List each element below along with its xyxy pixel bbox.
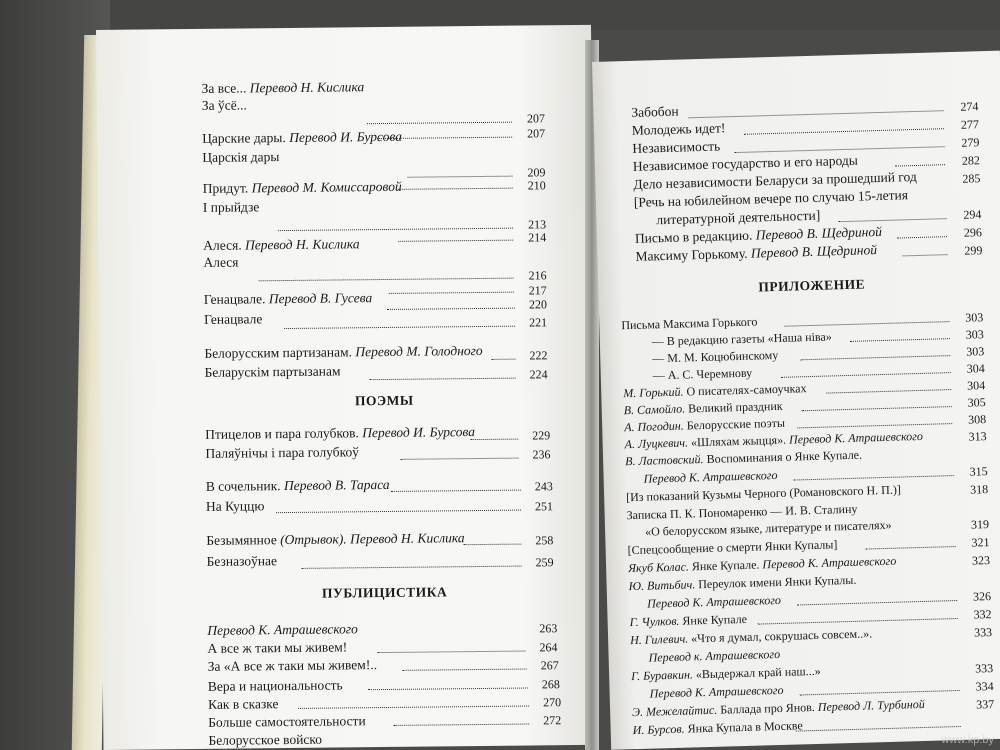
page-number: 282 [961, 153, 981, 168]
toc-entry: Независимое государство и его народы [632, 152, 859, 174]
toc-entry: Н. Гилевич. «Что я думал, сокрушась совсем..». [629, 626, 873, 648]
toc-entry: Придут. Перевод М. Комиссаровой [202, 178, 402, 196]
toc-entry: М. Горький. О писателях-самоучках [623, 381, 807, 401]
toc-entry: — В редакцию газеты «Наша ніва» [651, 329, 832, 349]
toc-entry: Белорусское войско [208, 731, 323, 748]
toc-entry: В. Ластовский. Воспоминания о Янке Купале. [624, 447, 863, 469]
page-number: 264 [539, 640, 558, 655]
toc-entry: Птицелов и пара голубков. Перевод И. Бурсова [205, 424, 476, 442]
page-number: 334 [975, 679, 994, 694]
toc-entry: Перевод К. Атрашевского [649, 682, 784, 701]
toc-entry: Паляўнічы і пара голубкоў [205, 444, 360, 461]
section-heading-appendix: ПРИЛОЖЕНИЕ [758, 276, 866, 295]
page-number: 337 [975, 697, 995, 712]
page-number: 251 [534, 499, 554, 514]
toc-entry: Царскія дары [202, 149, 280, 165]
page-number: 217 [528, 283, 547, 298]
left-page [96, 25, 599, 750]
toc-entry: Независимость [632, 138, 721, 156]
page-number: 332 [973, 607, 992, 622]
page-number: 268 [541, 677, 560, 692]
toc-entry: Перевод К. Атрашевского [646, 592, 782, 611]
toc-entry: Генацвале. Перевод В. Гусева [203, 290, 373, 307]
toc-entry: В сочельник. Перевод В. Тараса [205, 476, 390, 494]
toc-entry: [Из показаний Кузьмы Черного (Романовского Н. П.)] [625, 482, 902, 505]
page-number: 304 [966, 361, 985, 376]
toc-entry: Перевод к. Атрашевского [648, 646, 781, 665]
toc-entry: Перевод К. Атрашевского [643, 467, 778, 486]
page-number: 285 [962, 171, 981, 186]
page-number: 321 [971, 535, 990, 550]
toc-entry: [Спецсообщение о смерти Янки Купалы] [627, 537, 838, 558]
page-number: 207 [527, 126, 546, 141]
page-number: 303 [966, 344, 985, 359]
page-number: 315 [969, 464, 988, 479]
toc-entry: На Куццю [205, 498, 265, 514]
page-number: 214 [528, 230, 547, 245]
watermark-text: www.kp.by [941, 734, 994, 746]
toc-entry: Письмо в редакцию. Перевод В. Щедриной [634, 223, 883, 246]
toc-entry: Белорусским партизанам. Перевод М. Голодного [204, 342, 483, 361]
page-number: 326 [972, 589, 992, 604]
toc-entry: А. Луцкевич. «Шляхам жыцця». Перевод К. Атрашевского [624, 428, 924, 452]
page-number: 313 [968, 429, 987, 444]
toc-entry: Как в сказке [207, 696, 279, 712]
right-page [592, 51, 1000, 750]
page-number: 236 [532, 447, 551, 462]
toc-entry: Больше самостоятельности [208, 713, 366, 730]
page-number: 296 [963, 225, 983, 240]
page-number: 210 [527, 178, 546, 193]
toc-entry: І прыйдзе [202, 199, 260, 215]
toc-entry: А. Погодин. Белорусские поэты [624, 415, 786, 435]
page-number: 259 [535, 555, 554, 570]
page-number: 305 [967, 395, 986, 410]
toc-entry: Ю. Витьбич. Переулок имени Янки Купалы. [628, 572, 857, 594]
page-number: 213 [527, 217, 547, 232]
section-heading-publicism: ПУБЛИЦИСТИКА [321, 584, 448, 601]
page-number: 319 [970, 517, 990, 532]
page-number: 220 [528, 297, 547, 312]
toc-entry: Генацвале [203, 311, 263, 327]
toc-entry: Э. Межелайтис. Баллада про Янов. Перевод Л. Турбиной [631, 696, 925, 720]
toc-entry: Безымянное (Отрывок). Перевод Н. Кислика [206, 530, 465, 548]
toc-entry: Г. Чулков. Янке Купале [629, 611, 748, 630]
page-number: 207 [526, 111, 546, 126]
toc-entry: Алеся [203, 254, 239, 270]
page-number: 303 [965, 327, 984, 342]
toc-entry: Алеся. Перевод Н. Кислика [203, 236, 360, 253]
toc-entry: Царские дары. Перевод И. Бурсова [202, 128, 403, 146]
toc-entry: — А. С. Черемнову [652, 365, 753, 383]
page-number: 216 [528, 268, 547, 283]
page-number: 222 [529, 348, 548, 363]
page-number: 263 [539, 621, 558, 636]
page-number: 224 [529, 367, 548, 382]
page-number: 308 [967, 412, 987, 427]
page-number: 272 [543, 713, 562, 728]
toc-entry: За ўсё... [201, 97, 247, 113]
page-number: 303 [965, 310, 984, 325]
page-number: 229 [532, 428, 551, 443]
page-number: 270 [542, 695, 562, 710]
toc-entry: Якуб Колас. Янке Купале. Перевод К. Атрашевского [627, 553, 897, 576]
toc-entry: А все ж таки мы живем! [207, 639, 348, 656]
toc-entry: — М. М. Коцюбинскому [652, 347, 779, 366]
page-number: 279 [961, 135, 980, 150]
section-heading-poems: ПОЭМЫ [354, 392, 414, 409]
toc-entry: За «А все ж таки мы живем!.. [207, 657, 378, 674]
toc-entry: Безназоўнае [206, 553, 278, 569]
toc-entry: Дело независимости Беларуси за прошедший год [633, 168, 917, 192]
toc-entry: Перевод К. Атрашевского [207, 621, 358, 638]
page-number: 267 [540, 658, 559, 673]
page-number: 277 [960, 117, 980, 132]
toc-entry: За все... Перевод Н. Кислика [201, 79, 365, 96]
page-number: 318 [969, 482, 989, 497]
toc-entry: В. Самойло. Великий праздник [623, 398, 783, 418]
page-number: 304 [966, 378, 986, 393]
toc-entry: Молодежь идет! [631, 120, 726, 138]
page-number: 243 [534, 479, 553, 494]
toc-entry: Беларускім партызанам [204, 363, 341, 380]
page-number: 333 [973, 625, 993, 640]
toc-entry: Записка П. К. Пономаренко — И. В. Сталину [626, 501, 858, 523]
page-number: 294 [963, 207, 982, 222]
page-number: 299 [964, 243, 983, 258]
page-number: 209 [527, 165, 546, 180]
toc-entry: Г. Буравкин. «Выдержал край наш...» [630, 663, 821, 684]
page-number: 258 [535, 533, 554, 548]
toc-entry: Вера и национальность [207, 677, 343, 694]
page-number: 333 [974, 661, 994, 676]
toc-entry: «О белорусском языке, литературе и писателях» [644, 517, 892, 539]
page-number: 274 [960, 99, 979, 114]
toc-entry: Письма Максима Горького [621, 314, 758, 333]
page-number: 221 [529, 315, 548, 330]
toc-entry: И. Бурсов. Янка Купала в Москве [632, 718, 803, 738]
toc-entry: Забобон [631, 103, 679, 120]
page-number: 323 [971, 553, 991, 568]
toc-entry: Максиму Горькому. Перевод В. Щедриной [635, 242, 878, 264]
toc-entry: литературной деятельности] [656, 207, 821, 228]
toc-entry: [Речь на юбилейном вечере по случаю 15-летия [633, 187, 909, 210]
